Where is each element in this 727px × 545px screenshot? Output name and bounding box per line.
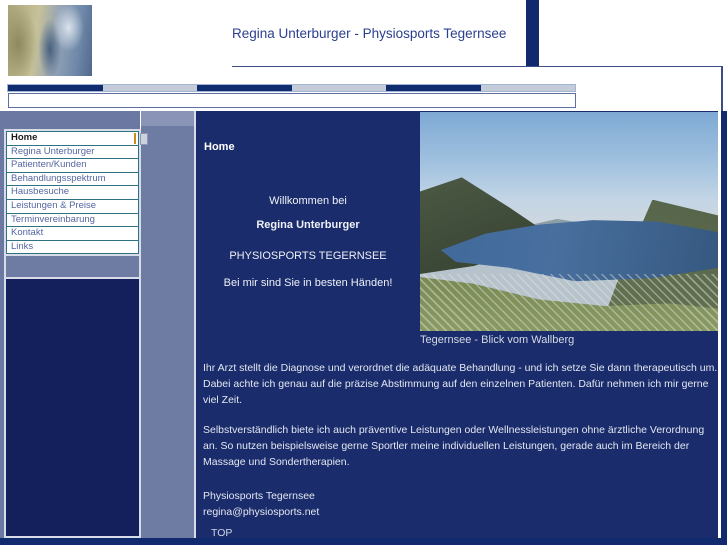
strip-segment (292, 85, 387, 91)
header-accent-bar (526, 0, 539, 66)
page-title: Home (204, 141, 235, 153)
strip-segment (386, 85, 481, 91)
strip-segment (197, 85, 292, 91)
sidebar-item-regina-unterburger[interactable]: Regina Unterburger (7, 146, 138, 160)
sidebar-gutter (141, 111, 194, 538)
right-frame-bar (721, 111, 727, 545)
sidebar-gutter-top (141, 111, 194, 126)
tegernsee-photo (420, 112, 718, 331)
strip-segment (481, 85, 576, 91)
photo-caption: Tegernsee - Blick vom Wallberg (420, 334, 575, 346)
sidebar-item-behandlungsspektrum[interactable]: Behandlungsspektrum (7, 173, 138, 187)
body-paragraph-1: Ihr Arzt stellt die Diagnose und verordnet die adäquate Behandlung - und ich setze Sie dann therapeutisch um. Dabei achte ich genau auf die präzise Abstimmung auf den einzelnen Patienten. Dafür nehmen ich mir gerne viel Zeit. (203, 362, 718, 406)
active-item-marker-icon (134, 133, 136, 144)
welcome-brand: PHYSIOSPORTS TEGERNSEE (229, 250, 387, 262)
scrollbar-thumb[interactable] (140, 133, 148, 145)
contact-name: Physiosports Tegernsee (203, 490, 315, 502)
sidebar-item-patienten-kunden[interactable]: Patienten/Kunden (7, 159, 138, 173)
welcome-name: Regina Unterburger (256, 219, 360, 231)
welcome-slogan: Bei mir sind Sie in besten Händen! (223, 277, 393, 289)
body-paragraph-2: Selbstverständlich biete ich auch präventive Leistungen oder Wellnessleistungen ohne ärztliche Verordnung an. So nutzen beispielsweise gerne Sportler meine individuellen Leistungen, gerade auch im Bereich der Massage und Sondertherapien. (203, 424, 705, 468)
site-title: Regina Unterburger - Physiosports Tegernsee (232, 26, 507, 41)
sidebar-item-kontakt[interactable]: Kontakt (7, 227, 138, 241)
menu-filler-slate (6, 256, 139, 277)
sidebar-item-hausbesuche[interactable]: Hausbesuche (7, 186, 138, 200)
menu-filler-navy (6, 279, 139, 536)
sidebar-menu (4, 129, 141, 538)
strip-segment (8, 85, 103, 91)
strip-segment (103, 85, 198, 91)
header-nav-box (8, 93, 576, 108)
bottom-frame-bar (0, 538, 727, 545)
contact-email-link[interactable]: regina@physiosports.net (203, 506, 320, 518)
photo-town-texture (420, 274, 718, 331)
sidebar-menu-list (6, 131, 139, 254)
sidebar-item-leistungen-preise[interactable]: Leistungen & Preise (7, 200, 138, 214)
sidebar-item-label: Home (11, 132, 38, 143)
sidebar-item-links[interactable]: Links (7, 241, 138, 254)
welcome-line: Willkommen bei (269, 195, 347, 207)
statue-logo-image (8, 5, 92, 76)
header-segment-strip (7, 84, 576, 92)
top-link[interactable]: TOP (211, 527, 233, 539)
header-right-border (721, 66, 723, 111)
sidebar-item-home[interactable] (7, 132, 138, 146)
header-divider (232, 66, 722, 67)
sidebar-item-terminvereinbarung[interactable]: Terminvereinbarung (7, 214, 138, 228)
